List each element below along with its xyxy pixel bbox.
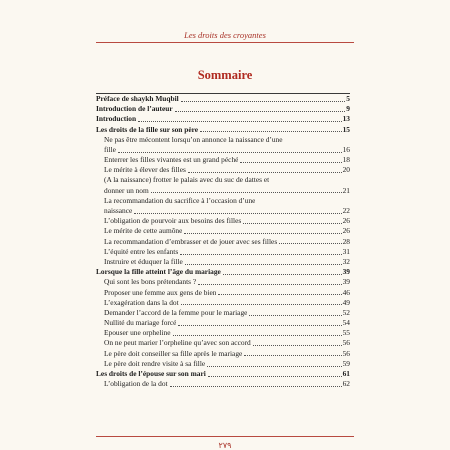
dot-leader [185,264,342,265]
toc-entry [96,359,350,369]
toc-entry [96,349,350,359]
toc-entry [96,247,350,257]
dot-leader [118,152,342,153]
dot-leader [244,355,341,356]
dot-leader [134,213,341,214]
toc-entry-label: Instruire et éduquer la fille [104,256,183,266]
toc-entry-label: La recommandation d’embrasser et de jouer avec ses filles [104,236,278,246]
dot-leader [208,376,342,377]
toc-entry [96,237,350,247]
toc-entry [96,257,350,267]
toc-entry-label: Ne pas être mécontent lorsqu’on annonce la naissance d’une [104,134,283,144]
toc-entry-page: 21 [342,185,350,195]
toc-entry [96,298,350,308]
dot-leader [175,111,346,112]
toc-entry-page: 28 [342,236,350,246]
toc-entry-page: 31 [342,246,350,256]
toc-entry-page: 15 [342,124,350,134]
dot-leader [223,274,342,275]
toc-entry-label: (A la naissance) frotter le palais avec du suc de dattes et [104,175,270,185]
toc-entry [96,114,350,124]
toc-entry-label: La recommandation du sacrifice à l’occasion d’une [104,195,256,205]
dot-leader [253,345,342,346]
dot-leader [138,121,341,122]
toc-entry-label: Lorsque la fille atteint l’âge du mariage [96,267,221,277]
toc-entry-page: 39 [342,267,350,277]
dot-leader [243,223,341,224]
toc-entry-label: L’exagération dans la dot [104,297,179,307]
toc-entry-page: 22 [342,206,350,216]
toc-entry-label: Introduction de l’auteur [96,104,173,114]
toc-entry-page: 59 [342,358,350,368]
toc-entry-label: Le père doit rendre visite à sa fille [104,358,206,368]
toc-entry [96,145,350,155]
toc-entry [96,318,350,328]
toc-entry-page: 46 [342,287,350,297]
toc-entry-page: 49 [342,297,350,307]
toc-entry-label: donner un nom [104,185,149,195]
dot-leader [151,192,342,193]
toc-entry [96,186,350,196]
toc-entry-page: 18 [342,155,350,165]
toc-entry [96,277,350,287]
dot-leader [240,162,341,163]
toc-entry [96,155,350,165]
toc-entry-label: Epouser une orpheline [104,328,171,338]
toc-entry [96,94,350,104]
toc-entry [96,379,350,389]
toc-entry-label: Qui sont les bons prétendants ? [104,277,197,287]
footer-rule [96,436,354,437]
dot-leader [180,254,341,255]
toc-entry [96,196,350,206]
dot-leader [170,386,342,387]
toc-entry-label: Demander l’accord de la femme pour le mariage [104,307,248,317]
toc-entry [96,288,350,298]
toc-entry [96,206,350,216]
toc-entry-label: Les droits de la fille sur son père [96,124,199,134]
toc-entry-page: 5 [346,93,350,103]
toc-entry-label: Proposer une femme aux gens de bien [104,287,217,297]
dot-leader [181,304,342,305]
toc-entry-page: 13 [342,114,350,124]
running-header: Les droits des croyantes [184,30,266,40]
dot-leader [184,233,341,234]
toc-entry [96,125,350,135]
toc-entry [96,165,350,175]
dot-leader [279,243,341,244]
toc-entry [96,328,350,338]
toc-entry-label: Nullité du mariage forcé [104,318,177,328]
toc-entry [96,176,350,186]
toc-entry-label: Le père doit conseiller sa fille après le mariage [104,348,243,358]
toc-entry-page: 16 [342,144,350,154]
toc-entry-label: L’obligation de pourvoir aux besoins des filles [104,216,242,226]
toc-entry-page: 62 [342,379,350,389]
toc-entry [96,135,350,145]
toc-entry-label: On ne peut marier l’orpheline qu’avec son accord [104,338,251,348]
dot-leader [200,131,342,132]
toc-entry-label: L’équité entre les enfants [104,246,179,256]
toc-entry-label: Le mérite de cette aumône [104,226,183,236]
dot-leader [188,172,342,173]
toc-entry-label: Introduction [96,114,137,124]
toc-entry-page: 56 [342,338,350,348]
toc-entry [96,339,350,349]
dot-leader [178,325,341,326]
table-of-contents [96,93,350,389]
toc-entry [96,216,350,226]
toc-entry-page: 39 [342,277,350,287]
toc-entry-label: Enterrer les filles vivantes est un grand péché [104,155,239,165]
toc-entry-label: naissance [104,206,133,216]
toc-entry-page: 61 [342,369,350,379]
toc-entry-page: 26 [342,226,350,236]
toc-entry [96,226,350,236]
toc-entry-page: 52 [342,307,350,317]
toc-entry-label: L’obligation de la dot [104,379,168,389]
toc-entry [96,369,350,379]
dot-leader [173,335,342,336]
toc-entry-page: 9 [346,104,350,114]
toc-entry [96,104,350,114]
page-number: ٢٧٩ [218,441,232,450]
toc-entry-label: Le mérite à élever des filles [104,165,186,175]
toc-entry-page: 55 [342,328,350,338]
header-rule [96,42,354,43]
dot-leader [207,366,341,367]
toc-entry-label: Les droits de l’épouse sur son mari [96,369,206,379]
toc-entry-page: 20 [342,165,350,175]
toc-entry-page: 54 [342,318,350,328]
toc-entry-page: 26 [342,216,350,226]
toc-entry-label: Préface de shaykh Muqbil [96,93,179,103]
dot-leader [198,284,341,285]
dot-leader [249,315,341,316]
dot-leader [218,294,341,295]
toc-entry-label: fille [104,144,116,154]
dot-leader [181,101,346,102]
toc-entry-page: 32 [342,256,350,266]
toc-entry [96,308,350,318]
toc-entry-page: 56 [342,348,350,358]
toc-entry [96,267,350,277]
page-title: Sommaire [197,68,253,82]
